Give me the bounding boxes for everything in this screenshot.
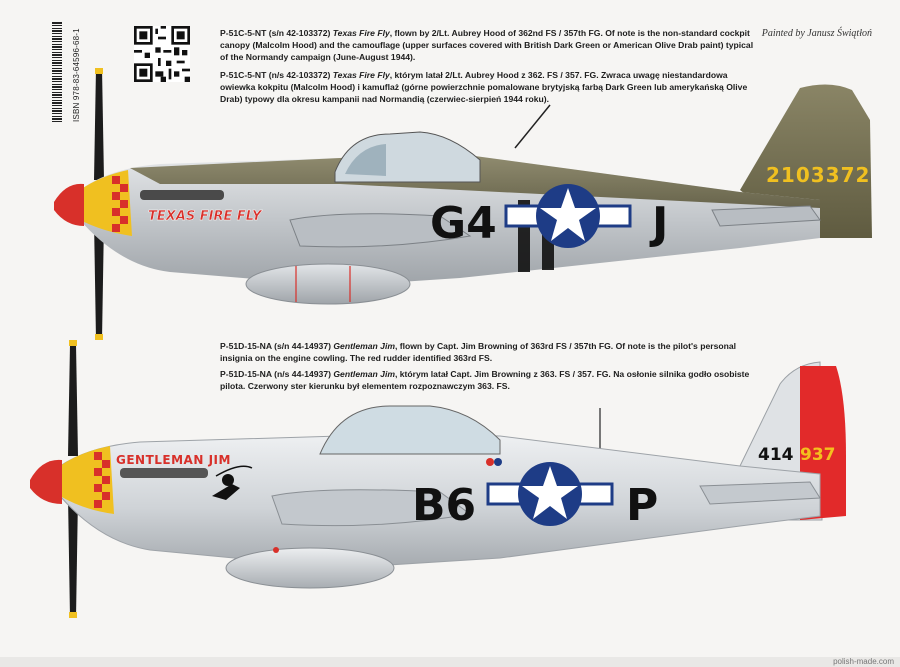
footer-strip — [0, 657, 900, 667]
caption-2-pl-rest: , którym latał Capt. Jim Browning z 363. FS / 357. FG. Na osłonie silnika godło osobiste pilota. Czerwony ster kierunku był elementem rozpoznawczym 363. FS. — [220, 369, 750, 391]
tail-serial-black: 414 — [758, 445, 794, 465]
spinner — [54, 184, 84, 226]
code-right: J — [652, 198, 669, 249]
bubble-canopy — [320, 406, 500, 454]
caption-1-en-lead: P-51C-5-NT (s/n 42-103372) — [220, 28, 331, 38]
caption-2-en-rest: , flown by Capt. Jim Browning of 363rd FS / 357th FG. Of note is the pilot's personal insignia on the engine cowling. The red rudder identified 363rd FS. — [220, 341, 737, 363]
isbn-text: ISBN 978-83-64596-68-1 — [72, 28, 81, 122]
caption-2-en-name: Gentleman Jim — [333, 341, 395, 351]
spinner — [30, 460, 62, 504]
aircraft-2-illustration — [20, 336, 890, 626]
aircraft-1-illustration — [40, 60, 880, 345]
caption-1-pl-name: Texas Fire Fly — [332, 70, 390, 80]
caption-aircraft-1-en — [220, 27, 760, 63]
caption-1-pl-rest: , którym latał 2/Lt. Aubrey Hood z 362. FS / 357. FG. Zwraca uwagę niestandardowa owiewka kokpitu (Malcolm Hood) i kamuflaż (górne powierzchnie pomalowane brytyjską farbą Dark Green lub amerykańską Olive Drab) typowy dla okresu kampanii nad Normandią (czerwiec-sierpień 1944 roku). — [220, 70, 748, 104]
caption-1-en-name: Texas Fire Fly — [332, 28, 390, 38]
caption-2-en-lead: P-51D-15-NA (s/n 44-14937) — [220, 341, 331, 351]
code-right: P — [626, 480, 659, 531]
caption-1-pl-lead: P-51C-5-NT (n/s 42-103372) — [220, 70, 331, 80]
nose-art-text: TEXAS FIRE FLY — [148, 209, 262, 224]
code-left: G4 — [430, 198, 497, 249]
drop-tank — [246, 264, 410, 304]
tail-serial-red: 937 — [800, 445, 836, 465]
caption-1-en-rest: , flown by 2/Lt. Aubrey Hood of 362nd FS / 357th FG. Of note is the non-standard cockpit canopy (Malcolm Hood) and the camouflage (upper surfaces covered with British Dark Green or American Olive Drab paint) typical of the Normandy campaign (June-August 1944). — [220, 28, 754, 62]
caption-2-pl-lead: P-51D-15-NA (n/s 44-14937) — [220, 369, 331, 379]
caption-2-pl-name: Gentleman Jim — [333, 369, 395, 379]
tail-serial: 2103372 — [766, 163, 871, 187]
painter-credit: Painted by Janusz Świątłoń — [761, 28, 872, 39]
code-left: B6 — [412, 480, 477, 531]
drop-tank — [226, 548, 394, 588]
watermark: polish-made.com — [833, 657, 894, 666]
nose-art-text: GENTLEMAN JIM — [116, 453, 231, 467]
